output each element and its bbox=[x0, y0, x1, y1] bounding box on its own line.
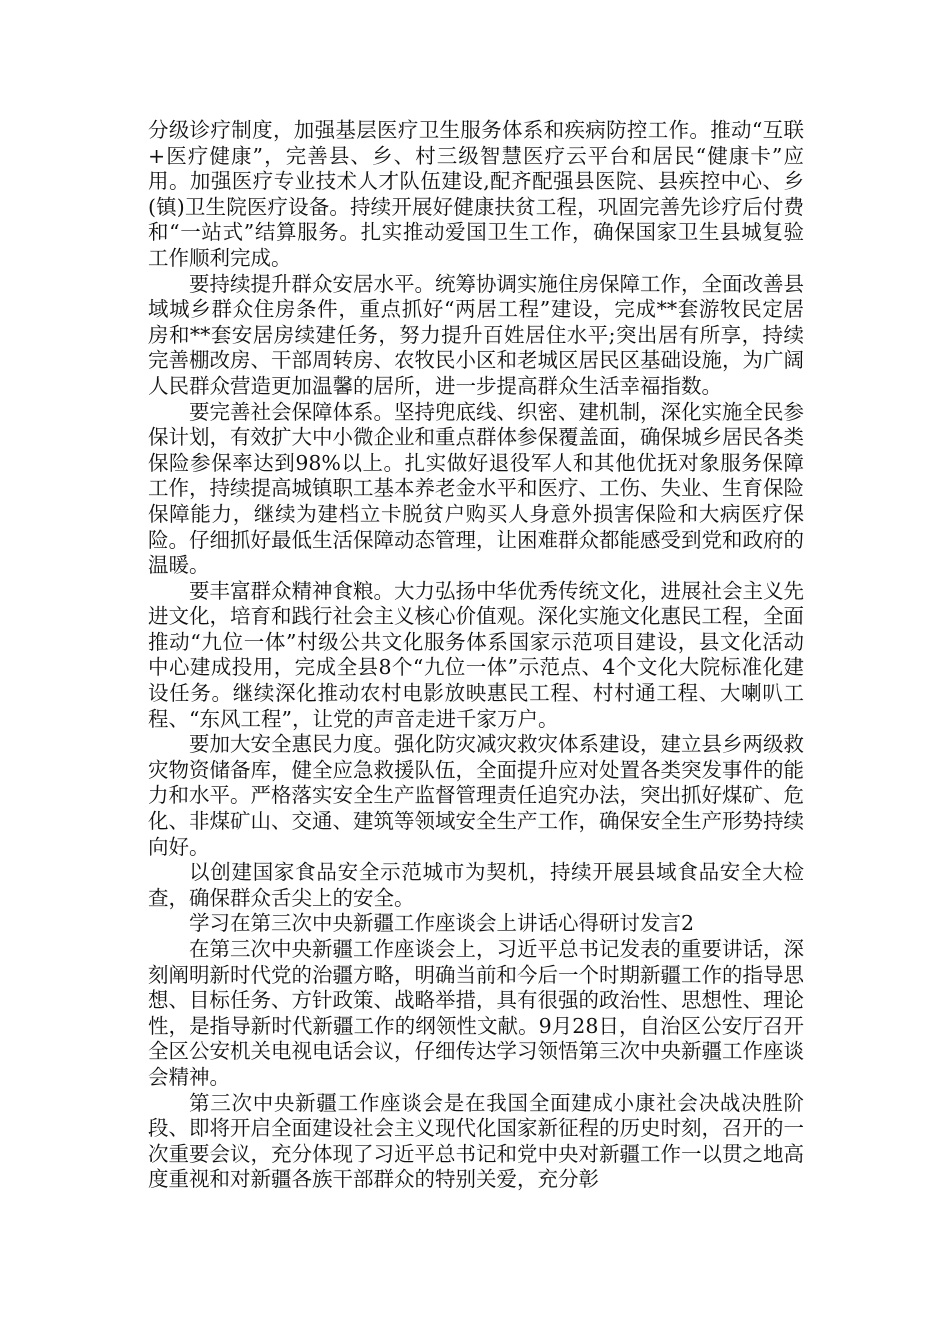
paragraph-food-safety: 以创建国家食品安全示范城市为契机，持续开展县域食品安全大检查，确保群众舌尖上的安全。 bbox=[148, 860, 804, 910]
paragraph-conference-speech: 在第三次中央新疆工作座谈会上，习近平总书记发表的重要讲话，深刻阐明新时代党的治疆方略，明确当前和今后一个时期新疆工作的指导思想、目标任务、方针政策、战略举措，具有很强的政治性、思想性、理论性，是指导新时代新疆工作的纲领性文献。9月28日，自治区公安厅召开全区公安机关电视电话会议，仔细传达学习领悟第三次中央新疆工作座谈会精神。 bbox=[148, 937, 804, 1089]
section-title: 学习在第三次中央新疆工作座谈会上讲话心得研讨发言2 bbox=[189, 911, 695, 936]
paragraph-housing: 要持续提升群众安居水平。统筹协调实施住房保障工作，全面改善县域城乡群众住房条件，重点抓好“两居工程”建设，完成**套游牧民定居房和**套安居房续建任务，努力提升百姓居住水平;突出居有所享，持续完善棚改房、干部周转房、农牧民小区和老城区居民区基础设施，为广阔人民群众营造更加温馨的居所，进一步提高群众生活幸福指数。 bbox=[148, 271, 804, 398]
document-page bbox=[148, 118, 804, 1193]
paragraph-safety: 要加大安全惠民力度。强化防灾减灾救灾体系建设，建立县乡两级救灾物资储备库，健全应急救援队伍，全面提升应对处置各类突发事件的能力和水平。严格落实安全生产监督管理责任追究办法，突出抓好煤矿、危化、非煤矿山、交通、建筑等领域安全生产工作，确保安全生产形势持续向好。 bbox=[148, 732, 804, 859]
paragraph-social-security: 要完善社会保障体系。坚持兜底线、织密、建机制，深化实施全民参保计划，有效扩大中小微企业和重点群体参保覆盖面，确保城乡居民各类保险参保率达到98%以上。扎实做好退役军人和其他优抚对象服务保障工作，持续提高城镇职工基本养老金水平和医疗、工伤、失业、生育保险保障能力，继续为建档立卡脱贫户购买人身意外损害保险和大病医疗保险。仔细抓好最低生活保障动态管理，让困难群众都能感受到党和政府的温暖。 bbox=[148, 399, 804, 578]
paragraph-continuation: 分级诊疗制度，加强基层医疗卫生服务体系和疾病防控工作。推动“互联+医疗健康”，完善县、乡、村三级智慧医疗云平台和居民“健康卡”应用。加强医疗专业技术人才队伍建设,配齐配强县医院、县疾控中心、乡(镇)卫生院医疗设备。持续开展好健康扶贫工程，巩固完善先诊疗后付费和“一站式”结算服务。扎实推动爱国卫生工作，确保国家卫生县城复验工作顺利完成。 bbox=[148, 118, 804, 270]
paragraph-culture: 要丰富群众精神食粮。大力弘扬中华优秀传统文化，进展社会主义先进文化，培育和践行社会主义核心价值观。深化实施文化惠民工程，全面推动“九位一体”村级公共文化服务体系国家示范项目建设，县文化活动中心建成投用，完成全县8个“九位一体”示范点、4个文化大院标准化建设任务。继续深化推动农村电影放映惠民工程、村村通工程、大喇叭工程、“东风工程”，让党的声音走进千家万户。 bbox=[148, 578, 804, 731]
paragraph-conference-significance: 第三次中央新疆工作座谈会是在我国全面建成小康社会决战决胜阶段、即将开启全面建设社会主义现代化国家新征程的历史时刻，召开的一次重要会议，充分体现了习近平总书记和党中央对新疆工作一以贯之地高度重视和对新疆各族干部群众的特别关爱，充分彰 bbox=[148, 1090, 804, 1192]
